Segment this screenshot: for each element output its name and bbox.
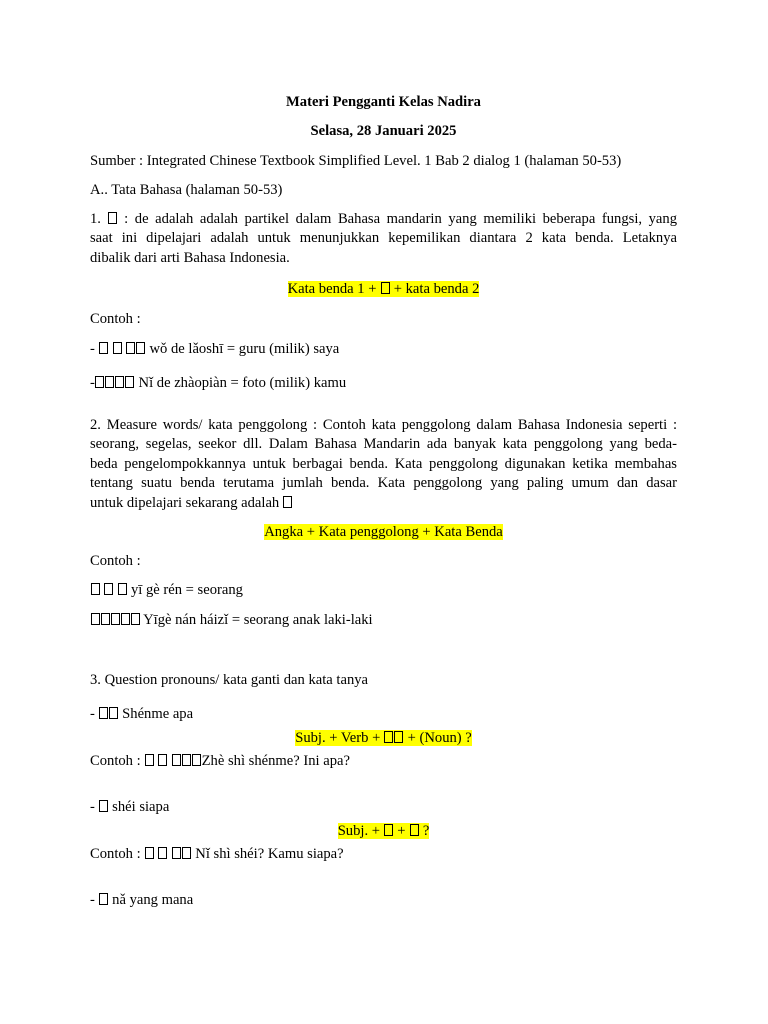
missing-glyph-box — [91, 583, 100, 595]
missing-glyph-box — [101, 613, 110, 625]
point-2-line: seorang, segelas, seekor dll. Dalam Bahasa Mandarin ada banyak kata penggolong yang beda- — [90, 436, 677, 453]
missing-glyph-box — [192, 754, 201, 766]
point-1-formula: Kata benda 1 + + kata benda 2 — [287, 281, 480, 297]
point-1-line: 1. : de adalah adalah partikel dalam Bahasa mandarin yang memiliki beberapa fungsi, yang — [90, 211, 677, 227]
shei-formula-row — [90, 822, 677, 841]
missing-glyph-box — [95, 376, 104, 388]
missing-glyph-box — [108, 212, 117, 224]
missing-glyph-box — [394, 731, 403, 743]
missing-glyph-box — [111, 613, 120, 625]
point-2-formula: Angka + Kata penggolong + Kata Benda — [264, 524, 503, 540]
point-1-formula-row — [90, 280, 677, 299]
shei-example: Contoh : Nǐ shì shéi? Kamu siapa? — [90, 846, 344, 862]
point-2-line: 2. Measure words/ kata penggolong : Contoh kata penggolong dalam Bahasa Indonesia seperti : — [90, 417, 677, 433]
point-2-paragraph — [90, 416, 677, 513]
missing-glyph-box — [182, 754, 191, 766]
point-1-contoh-label: Contoh : — [90, 311, 141, 327]
missing-glyph-box — [126, 342, 135, 354]
missing-glyph-box — [91, 613, 100, 625]
missing-glyph-box — [131, 613, 140, 625]
missing-glyph-box — [172, 847, 181, 859]
point-3-heading: 3. Question pronouns/ kata ganti dan kata tanya — [90, 672, 369, 688]
point-1-example-1: - wǒ de lǎoshī = guru (milik) saya — [90, 341, 340, 357]
missing-glyph-box — [99, 800, 108, 812]
missing-glyph-box — [145, 754, 154, 766]
missing-glyph-box — [99, 893, 108, 905]
document-title: Materi Pengganti Kelas Nadira — [286, 94, 481, 110]
missing-glyph-box — [384, 824, 393, 836]
missing-glyph-box — [125, 376, 134, 388]
point-2-example-2: Yīgè nán háizǐ = seorang anak laki-laki — [90, 611, 677, 630]
point-1-example-2: - Nǐ de zhàopiàn = foto (milik) kamu — [90, 375, 347, 391]
missing-glyph-box — [145, 847, 154, 859]
question-item-shenme: - Shénme apa — [90, 706, 194, 722]
question-item-shei: - shéi siapa — [90, 799, 170, 815]
missing-glyph-box — [158, 847, 167, 859]
missing-glyph-box — [99, 342, 108, 354]
point-2-example-1: yī gè rén = seorang — [90, 581, 677, 600]
missing-glyph-box — [104, 583, 113, 595]
shenme-formula-row — [90, 729, 677, 748]
missing-glyph-box — [121, 613, 130, 625]
missing-glyph-box — [99, 707, 108, 719]
missing-glyph-box — [158, 754, 167, 766]
point-2-line: untuk dipelajari sekarang adalah — [90, 494, 677, 513]
point-2-formula-row — [90, 523, 677, 542]
missing-glyph-box — [109, 707, 118, 719]
missing-glyph-box — [115, 376, 124, 388]
section-a-heading: A.. Tata Bahasa (halaman 50-53) — [90, 182, 283, 198]
source-line: Sumber : Integrated Chinese Textbook Simplified Level. 1 Bab 2 dialog 1 (halaman 50-53) — [90, 153, 622, 169]
shenme-example: Contoh : Zhè shì shénme? Ini apa? — [90, 753, 350, 769]
missing-glyph-box — [113, 342, 122, 354]
missing-glyph-box — [381, 282, 390, 294]
missing-glyph-box — [410, 824, 419, 836]
missing-glyph-box — [105, 376, 114, 388]
missing-glyph-box — [182, 847, 191, 859]
missing-glyph-box — [283, 496, 292, 508]
missing-glyph-box — [172, 754, 181, 766]
point-2-line: tentang suatu benda terutama jumlah benda. Kata penggolong yang paling umum dan dasar — [90, 475, 677, 492]
point-2-line: beda pengelompokkannya untuk berbagai benda. Kata penggolong digunakan ketika membahas — [90, 455, 677, 472]
missing-glyph-box — [136, 342, 145, 354]
point-1-paragraph — [90, 210, 677, 268]
shenme-formula: Subj. + Verb + + (Noun) ? — [295, 730, 472, 746]
missing-glyph-box — [384, 731, 393, 743]
point-1-line: saat ini dipelajari adalah untuk menunjukkan kepemilikan diantara 2 kata benda. Letaknya — [90, 230, 677, 247]
document-date: Selasa, 28 Januari 2025 — [310, 123, 457, 139]
point-2-contoh-label: Contoh : — [90, 553, 141, 569]
point-1-line: dibalik dari arti Bahasa Indonesia. — [90, 249, 290, 266]
shei-formula: Subj. + + ? — [337, 823, 430, 839]
missing-glyph-box — [118, 583, 127, 595]
question-item-na: - nǎ yang mana — [90, 892, 194, 908]
